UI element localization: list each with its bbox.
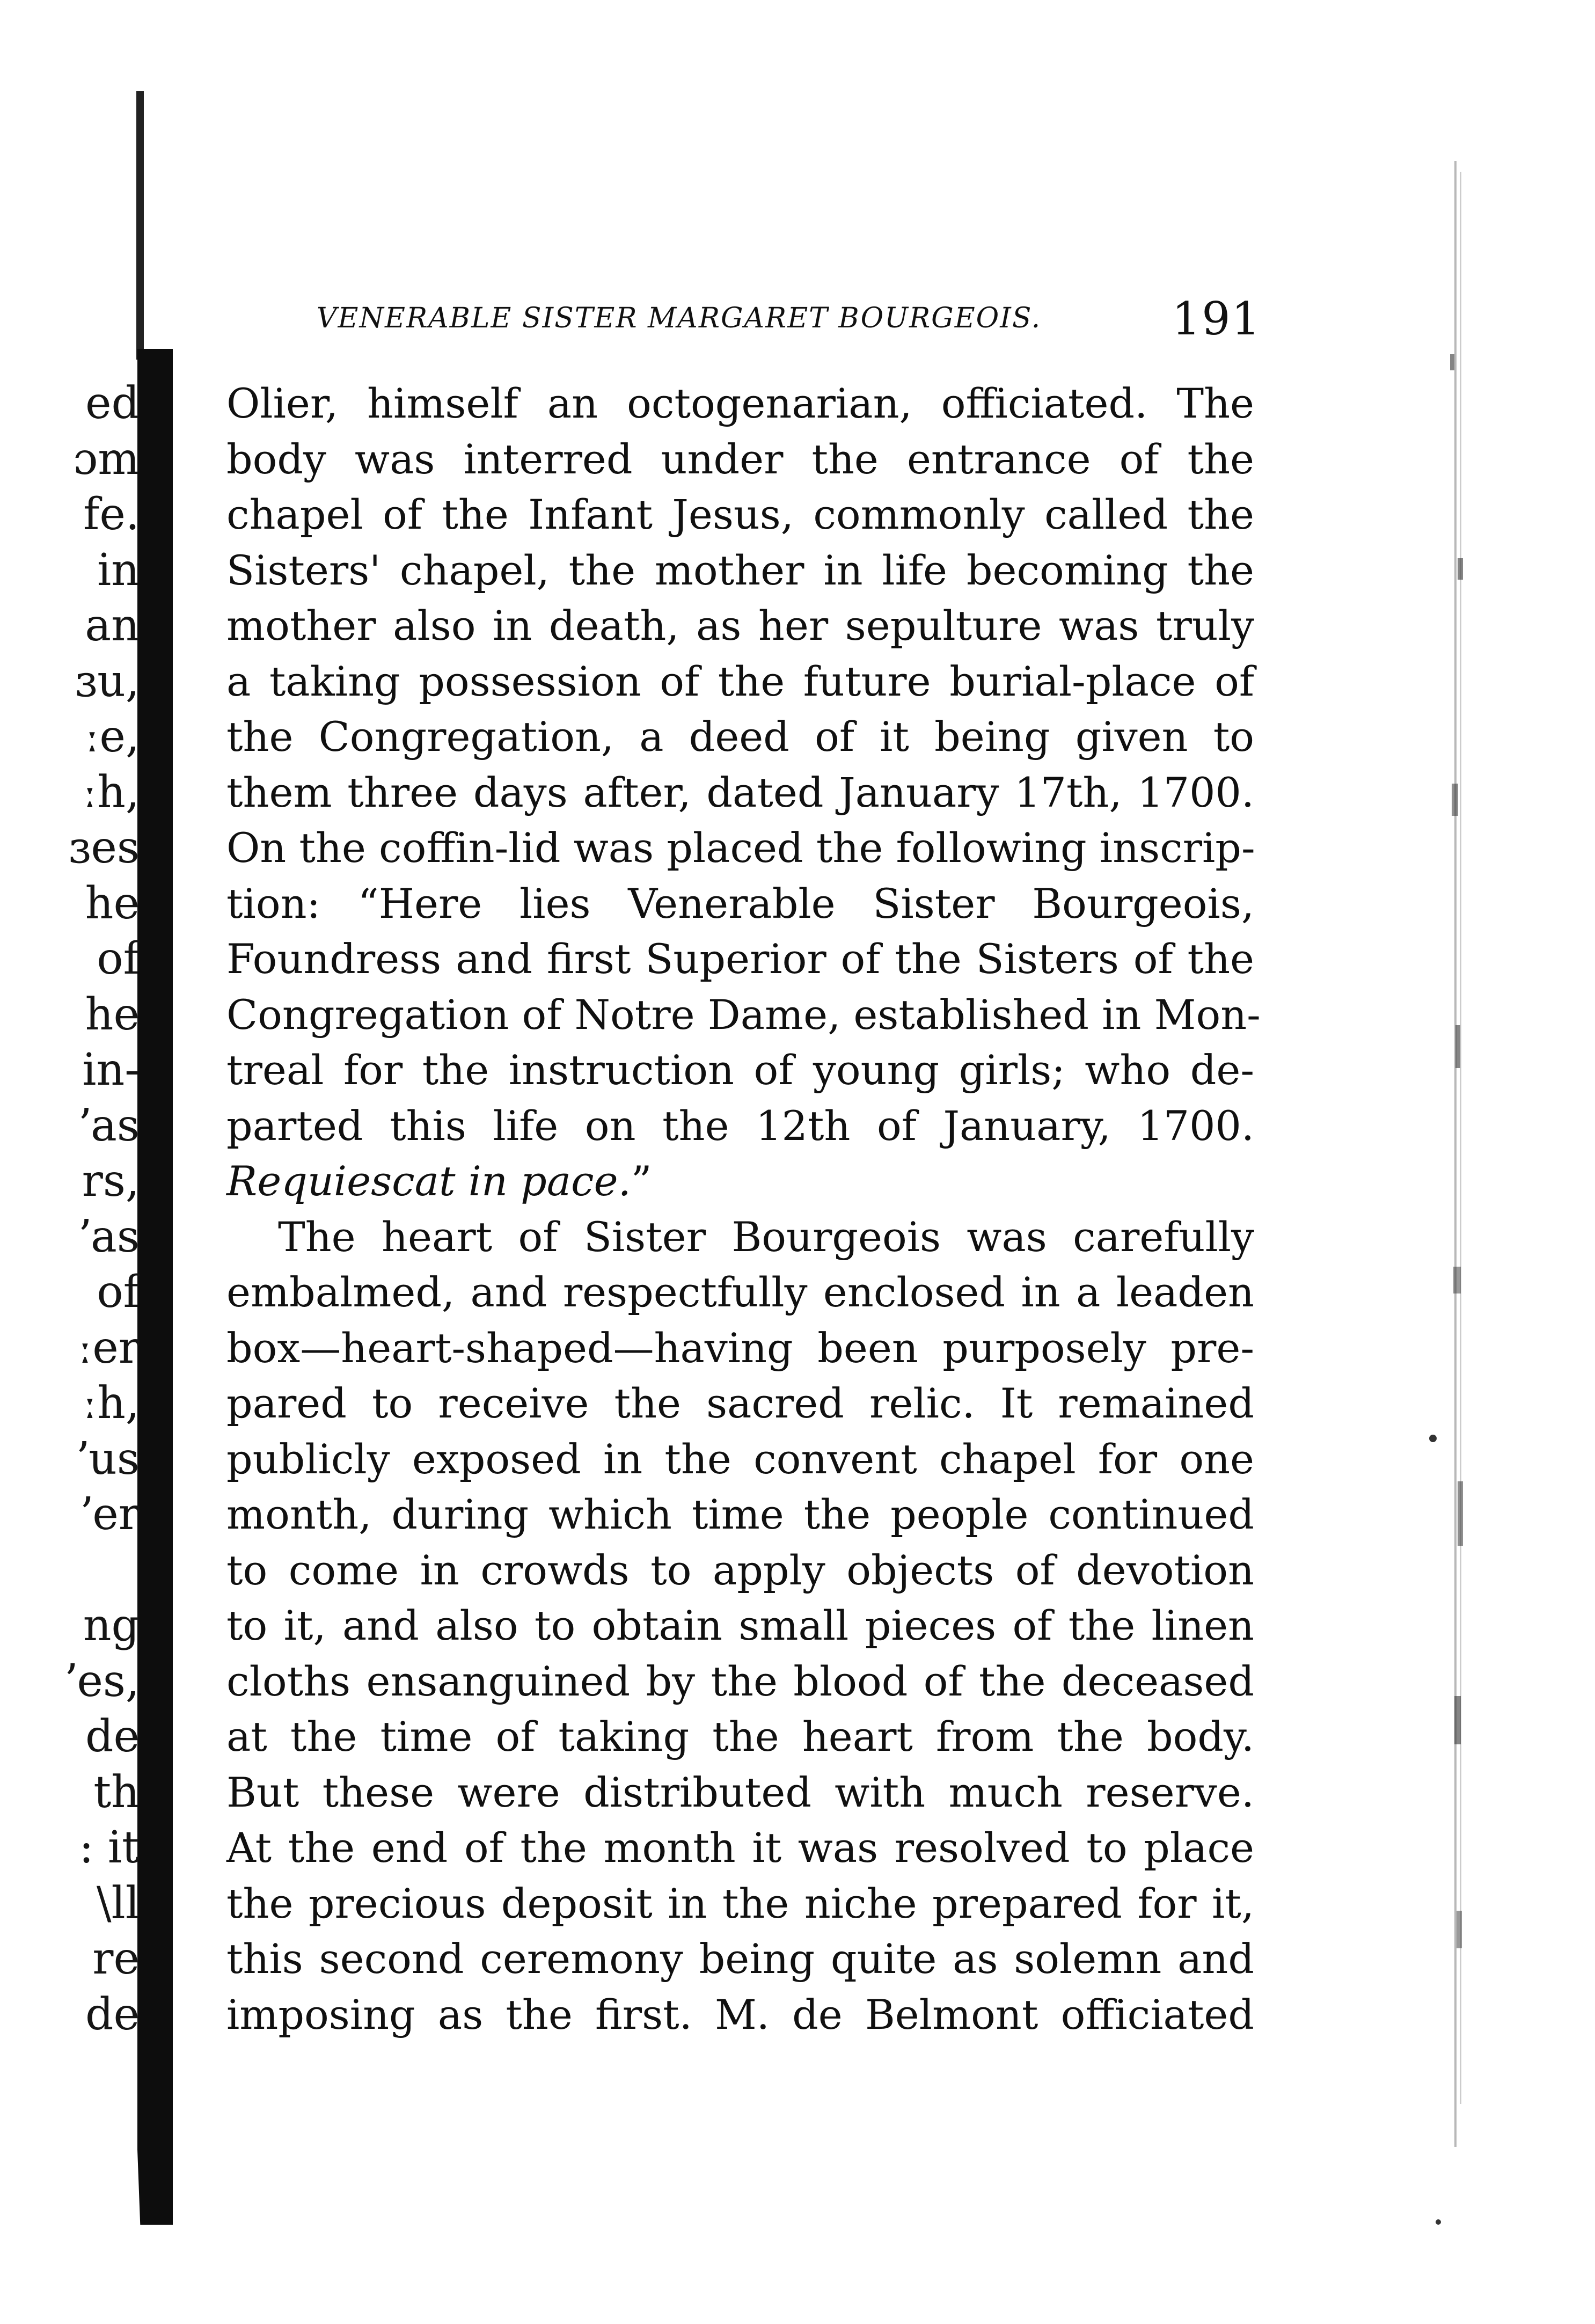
left-fragment: ʼes, bbox=[63, 1655, 140, 1707]
left-fragment: ʼas bbox=[76, 1100, 140, 1151]
text-line: pared to receive the sacred relic. It remained bbox=[226, 1379, 1254, 1427]
left-fragment: ng bbox=[83, 1600, 140, 1651]
text-line: parted this life on the 12th of January, 1700. bbox=[226, 1101, 1254, 1150]
left-fragment: ʼer bbox=[78, 1489, 140, 1540]
text-line: treal for the instruction of young girls; who de- bbox=[226, 1046, 1254, 1094]
page-number: 191 bbox=[1172, 293, 1261, 345]
text-line: to it, and also to obtain small pieces of the linen bbox=[226, 1602, 1254, 1649]
left-fragment: he bbox=[85, 989, 140, 1040]
left-fragment: ɜes bbox=[68, 822, 140, 873]
left-fragment: of bbox=[97, 933, 140, 984]
left-fragment: re bbox=[92, 1933, 140, 1984]
text-line: the Congregation, a deed of it being given to bbox=[226, 713, 1254, 761]
left-fragment: th bbox=[93, 1766, 140, 1818]
left-fragment: fe. bbox=[83, 489, 140, 540]
text-line: a taking possession of the future burial-place of bbox=[226, 657, 1254, 705]
left-fragment: ːer bbox=[77, 1322, 140, 1373]
text-line: But these were distributed with much reserve. bbox=[226, 1768, 1254, 1816]
left-fragment: ɔm bbox=[73, 433, 140, 485]
text-line: Foundress and first Superior of the Sisters of the bbox=[226, 935, 1254, 983]
left-fragment: ed bbox=[85, 378, 140, 429]
text-line: at the time of taking the heart from the body. bbox=[226, 1713, 1254, 1760]
text-line: mother also in death, as her sepulture was truly bbox=[226, 602, 1254, 649]
text-line: embalmed, and respectfully enclosed in a leaden bbox=[226, 1268, 1254, 1316]
left-fragment bbox=[21, 1543, 140, 1598]
text-line: month, during which time the people continued bbox=[226, 1490, 1254, 1538]
text-line: Sisters' chapel, the mother in life becoming the bbox=[226, 546, 1254, 594]
text-line: tion: “Here lies Venerable Sister Bourgeois, bbox=[226, 879, 1254, 927]
text-line: them three days after, dated January 17th, 1700. bbox=[226, 768, 1254, 816]
left-fragment: ɜu, bbox=[75, 655, 140, 707]
closing-line bbox=[226, 1153, 1254, 1209]
text-line: cloths ensanguined by the blood of the deceased bbox=[226, 1657, 1254, 1705]
left-fragment: an bbox=[85, 600, 140, 651]
left-fragment: in- bbox=[82, 1044, 140, 1095]
body-text bbox=[226, 376, 1261, 2042]
page-header bbox=[317, 293, 1315, 357]
text-line: imposing as the first. M. de Belmont officiated bbox=[226, 1990, 1254, 2038]
binding-gutter-shadow bbox=[137, 349, 173, 2225]
text-line: body was interred under the entrance of the bbox=[226, 435, 1254, 483]
left-fragment: ːh, bbox=[82, 1378, 140, 1429]
text-line: Olier, himself an octogenarian, officiated. The bbox=[226, 379, 1254, 427]
text-line: Congregation of Notre Dame, established in Mon- bbox=[226, 990, 1261, 1039]
text-line: box—heart-shaped—having been purposely pre- bbox=[226, 1324, 1254, 1372]
left-fragment: rs, bbox=[82, 1156, 140, 1207]
text-line: On the coffin-lid was placed the following inscrip- bbox=[226, 824, 1255, 872]
left-fragment: ːe, bbox=[84, 711, 140, 762]
left-fragment: ʼas bbox=[76, 1211, 140, 1262]
text-line: The heart of Sister Bourgeois was carefully bbox=[278, 1212, 1254, 1261]
binding-gutter-top bbox=[136, 91, 144, 360]
left-fragment: he bbox=[85, 878, 140, 929]
text-line: to come in crowds to apply objects of devotion bbox=[226, 1546, 1254, 1594]
paragraph-2 bbox=[226, 1209, 1254, 2043]
text-line: the precious deposit in the niche prepared for it, bbox=[226, 1879, 1254, 1927]
running-head: VENERABLE SISTER MARGARET BOURGEOIS. bbox=[317, 302, 1042, 334]
text-line: chapel of the Infant Jesus, commonly called the bbox=[226, 491, 1254, 538]
text-line: publicly exposed in the convent chapel for one bbox=[226, 1435, 1254, 1483]
paragraph-1 bbox=[226, 376, 1261, 1209]
left-fragment: of bbox=[97, 1267, 140, 1318]
left-fragment: \ll bbox=[96, 1877, 140, 1929]
text-line: this second ceremony being quite as solemn and bbox=[226, 1935, 1254, 1983]
closing-italic: Requiescat in pace. bbox=[226, 1157, 631, 1205]
scan-edge-noise bbox=[1422, 140, 1497, 2233]
left-fragment: in bbox=[97, 544, 140, 596]
left-fragment: ʼus bbox=[75, 1433, 140, 1485]
text-line: At the end of the month it was resolved to place bbox=[226, 1824, 1254, 1872]
left-fragment: : it bbox=[79, 1822, 140, 1873]
left-fragment: de bbox=[85, 1989, 140, 2040]
left-page-fragments bbox=[21, 376, 140, 2042]
closing-quote: ” bbox=[631, 1157, 652, 1205]
left-fragment: ːh, bbox=[82, 766, 140, 818]
left-fragment: de bbox=[85, 1711, 140, 1762]
